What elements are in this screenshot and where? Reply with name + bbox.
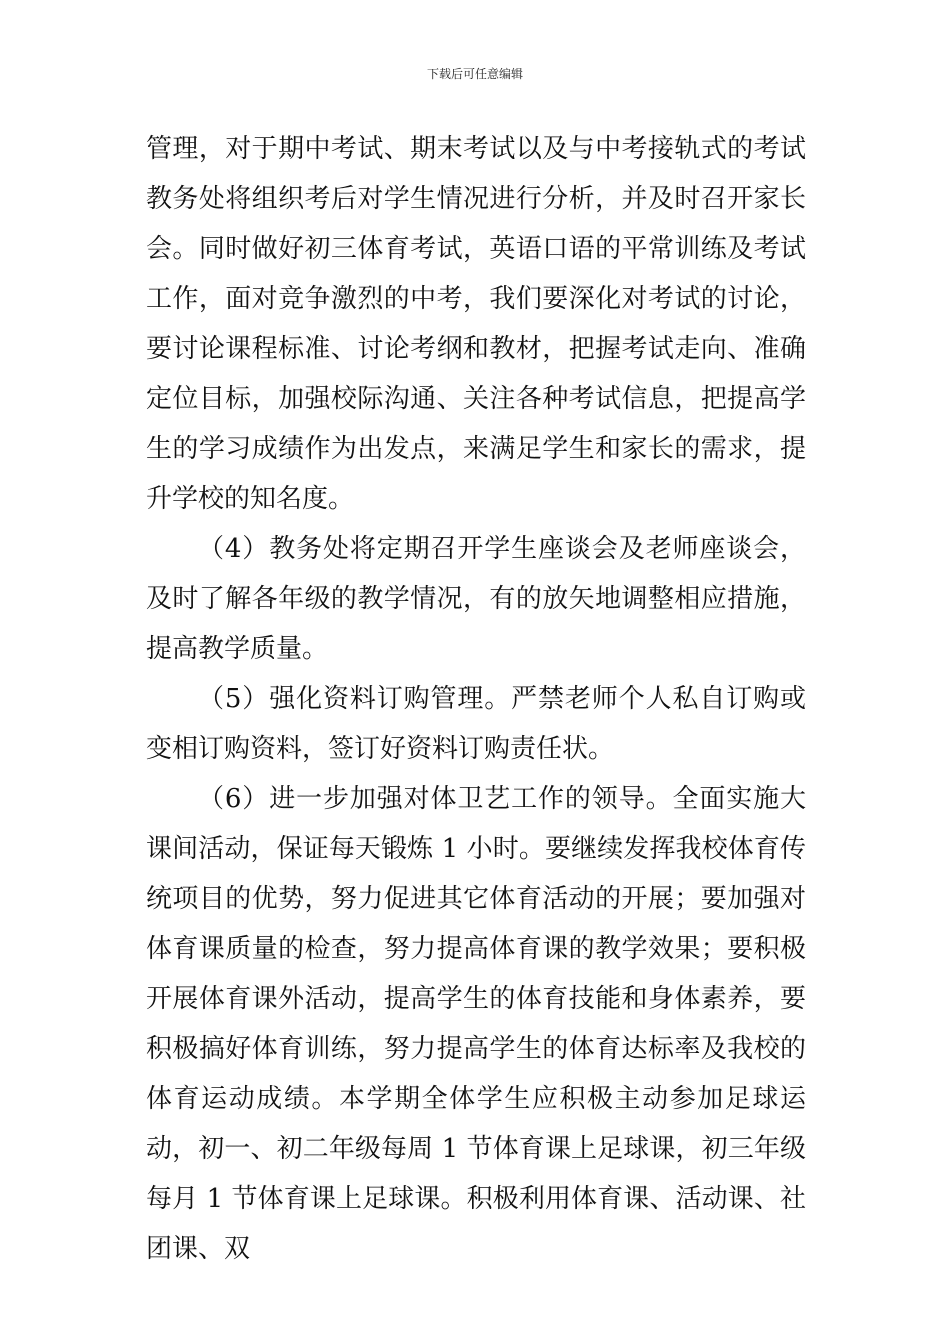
paragraph-item-4: （4）教务处将定期召开学生座谈会及老师座谈会，及时了解各年级的教学情况，有的放矢地调整相应措施，提高教学质量。 [146, 534, 806, 664]
document-body [146, 124, 806, 1274]
paragraph-item-6: （6）进一步加强对体卫艺工作的领导。全面实施大课间活动，保证每天锻炼 1 小时。要继续发挥我校体育传统项目的优势，努力促进其它体育活动的开展；要加强对体育课质量的检查，努力提高体育课的教学效果；要积极开展体育课外活动，提高学生的体育技能和身体素养，要积极搞好体育训练，努力提高学生的体育达标率及我校的体育运动成绩。本学期全体学生应积极主动参加足球运动，初一、初二年级每周 1 节体育课上足球课，初三年级每月 1 节体育课上足球课。积极利用体育课、活动课、社团课、双 [146, 784, 806, 1264]
paragraph-continued: 管理，对于期中考试、期末考试以及与中考接轨式的考试教务处将组织考后对学生情况进行分析，并及时召开家长会。同时做好初三体育考试，英语口语的平常训练及考试工作，面对竞争激烈的中考，我们要深化对考试的讨论，要讨论课程标准、讨论考纲和教材，把握考试走向、准确定位目标，加强校际沟通、关注各种考试信息，把提高学生的学习成绩作为出发点，来满足学生和家长的需求，提升学校的知名度。 [146, 134, 806, 514]
page-header: 下载后可任意编辑 [426, 67, 523, 81]
paragraph-item-5: （5）强化资料订购管理。严禁老师个人私自订购或变相订购资料，签订好资料订购责任状。 [146, 684, 806, 764]
